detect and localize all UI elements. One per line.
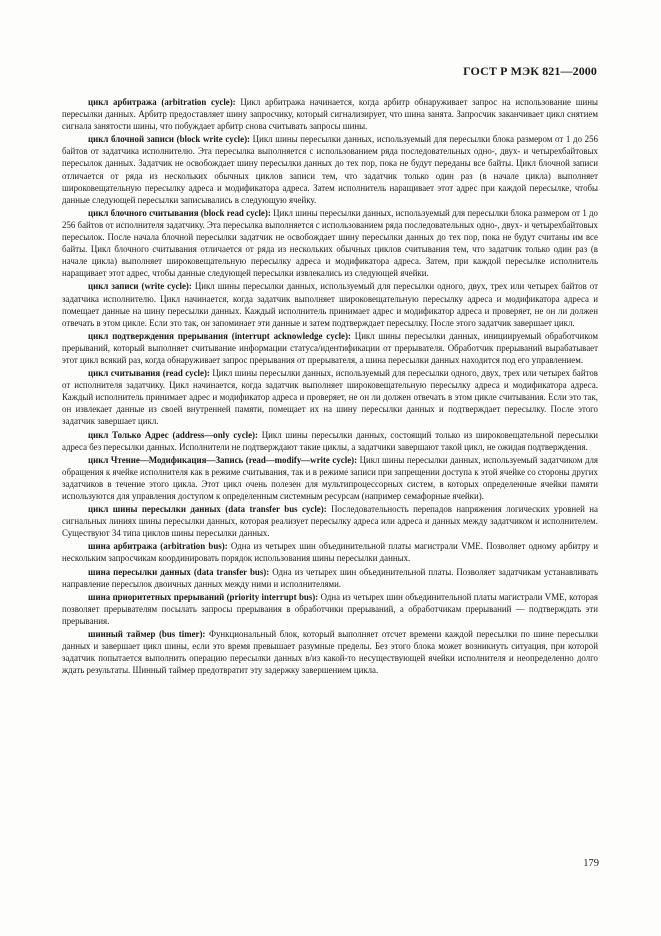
definition-text: Цикл шины пересылки данных, используемый для пересылки блока размером от 1 до 256 байтов от исполнителя задатчику. Эта пересылка выполняется с использованием ряда последовательных одно-, двух- и четырехбайтовых пересылок. После начала блочной пересылки задатчик не освобождает шину пересылки данных до тех пор, пока не будут считаны им все байты. Цикл блочного считывания отличается от ряда из нескольких обычных циклов считывания тем, что задатчик только один раз (в начале цикла) выполняет широковещательную пересылку адреса и модификатора адреса. Затем, при каждой пересылке исполнитель наращивает этот адрес, чтобы данные следующей пересылки извлекались из следующей ячейки. <box>62 207 598 279</box>
definition-term: цикл подтверждения прерывания (interrupt acknowledge cycle): <box>88 330 351 341</box>
definition-paragraph <box>62 454 598 502</box>
document-header: ГОСТ Р МЭК 821—2000 <box>463 64 597 78</box>
definition-text: Функциональный блок, который выполняет отсчет времени каждой пересылки по шине пересылки данных и завершает цикл шины, если это время превышает разумные пределы. Без этого блока может возникнуть ситуация, при которой задатчик попытается выполнить операцию пересылки данных в/из какой-то несуществующей ячейки исполнителя и неопределенно долго ждать результаты. Шинный таймер предотвратит эту задержку завершением цикла. <box>62 629 598 676</box>
definition-paragraph <box>62 540 598 564</box>
definition-paragraph <box>62 591 598 627</box>
definition-term: цикл записи (write cycle): <box>88 281 192 292</box>
definition-paragraph <box>62 367 598 427</box>
definition-term: шина приоритетных прерываний (priority interrupt bus): <box>88 591 319 602</box>
definition-term: цикл блочного считывания (block read cycle): <box>88 207 271 218</box>
definition-text: Цикл шины пересылки данных, инициируемый обработчиком прерываний, который выполняет считывание информации статуса/идентификации от прерывателя. Обработчик прерываний вырабатывает этот цикл всякий раз, когда обнаруживает запрос прерывания от прерывателя, а шина пересылки данных находится под его управлением. <box>62 330 598 365</box>
definition-paragraph <box>62 280 598 328</box>
definition-term: цикл арбитража (arbitration cycle): <box>88 97 236 107</box>
definition-term: цикл шины пересылки данных (data transfer bus cycle): <box>88 504 327 515</box>
definition-text: Одна из четырех шин объединительной платы магистрали VME, которая позволяет прерывателям посылать запросы прерывания в обработчики прерываний, а обработчикам прерываний — подтверждать эти прерывания. <box>62 591 598 626</box>
definition-term: цикл считывания (read cycle): <box>88 368 210 379</box>
definition-text: Цикл шины пересылки данных, используемый для пересылки одного, двух, трех или четырех байтов от задатчика исполнителю. Цикл начинается, когда задатчик выполняет широковещательную пересылку адреса и модификатора адреса и помещает данные на шину пересылки данных. Каждый исполнитель принимает адрес и модификатор адреса и проверяет, не он ли должен отвечать в этом цикле. Если это так, он запоминает эти данные и затем подтверждает пересылку. После этого задатчик завершает цикл. <box>62 281 598 328</box>
definition-paragraph <box>62 207 598 280</box>
definition-text: Одна из четырех шин объединительной платы. Позволяет задатчикам устанавливать направление пересылок двоичных данных между ними и исполнителями. <box>62 566 598 589</box>
definition-term: шина пересылки данных (data transfer bus): <box>88 566 270 577</box>
definition-paragraph <box>62 429 598 453</box>
definition-text: Цикл шины пересылки данных, используемый задатчиком для обращения к ячейке исполнителя как в режиме считывания, так и в режиме записи при запрещении доступа к этой ячейке со стороны других задатчиков в течение этого цикла. Этот цикл очень полезен для мультипроцессорных систем, в которых определенные ячейки памяти используются для управления доступом к определенным системным ресурсам (например семафорные ячейки). <box>62 454 599 501</box>
definition-text: Цикл шины пересылки данных, используемый для пересылки одного, двух, трех или четырех байтов от исполнителя задатчику. Цикл начинается, когда задатчик выполняет широковещательную пересылку адреса и модификатора адреса. Каждый исполнитель принимает адрес и модификатор адреса и проверяет, не он ли должен отвечать в этом цикле считывания. Если это так, он извлекает данные из своей внутренней памяти, помещает их на шину пересылки данных и подтверждает пересылку. После этого задатчик завершает цикл. <box>62 368 598 427</box>
definition-term: цикл Только Адрес (address—only cycle): <box>88 429 258 440</box>
definition-text: Цикл шины пересылки данных, используемый для пересылки блока размером от 1 до 256 байтов от задатчика исполнителю. Эта пересылка выполняется с использованием ряда последовательных одно-, двух- и четырехбайтовых пересылок данных. Задатчик не освобождает шину пересылки данных до тех пор, пока не будут переданы все байты. Цикл блочной записи отличается от ряда из нескольких обычных циклов записи тем, что задатчик только один раз (в начале цикла) выполняет широковещательную пересылку адреса и модификатора адреса. Затем исполнитель наращивает этот адрес при каждой пересылке, чтобы данные следующей пересылки записывались в следующую ячейку. <box>62 134 598 205</box>
definition-term: цикл блочной записи (block write cycle): <box>88 134 250 145</box>
definition-text: Цикл шины пересылки данных, состоящий только из широковещательной пересылки адреса без пересылки данных. Исполнители не подтверждают такие циклы, а задатчики завершают такой цикл, не ожидая подтверждения. <box>62 429 598 452</box>
definition-text: Цикл арбитража начинается, когда арбитр обнаруживает запрос на использование шины пересылки данных. Арбитр предоставляет шину запросчику, который сигнализирует, что шина занята. Запросчик заканчивает цикл снятием сигнала занятости шины, что побуждает арбитр снова считывать запросы шины. <box>62 97 598 132</box>
definition-paragraph <box>62 503 598 539</box>
definition-text: Последовательность перепадов напряжения логических уровней на сигнальных линиях шины пересылки данных, которая реализует пересылку адреса или адреса и данных между задатчиком и исполнителем. Существуют 34 типа циклов шины пересылки данных. <box>62 504 598 539</box>
definition-term: цикл Чтение—Модификация—Запись (read—modify—write cycle): <box>88 454 358 465</box>
definition-paragraph <box>62 330 598 366</box>
definition-paragraph <box>62 566 598 590</box>
document-body <box>62 96 598 677</box>
page-number: 179 <box>583 858 599 869</box>
definition-paragraph <box>62 133 598 206</box>
definition-paragraph <box>62 628 598 676</box>
definition-paragraph <box>62 96 598 132</box>
definition-term: шинный таймер (bus timer): <box>88 629 206 640</box>
definition-text: Одна из четырех шин объединительной платы магистрали VME. Позволяет одному арбитру и нескольким запросчикам координировать порядок использования шины пересылки данных. <box>62 541 598 564</box>
definition-term: шина арбитража (arbitration bus): <box>88 541 228 552</box>
